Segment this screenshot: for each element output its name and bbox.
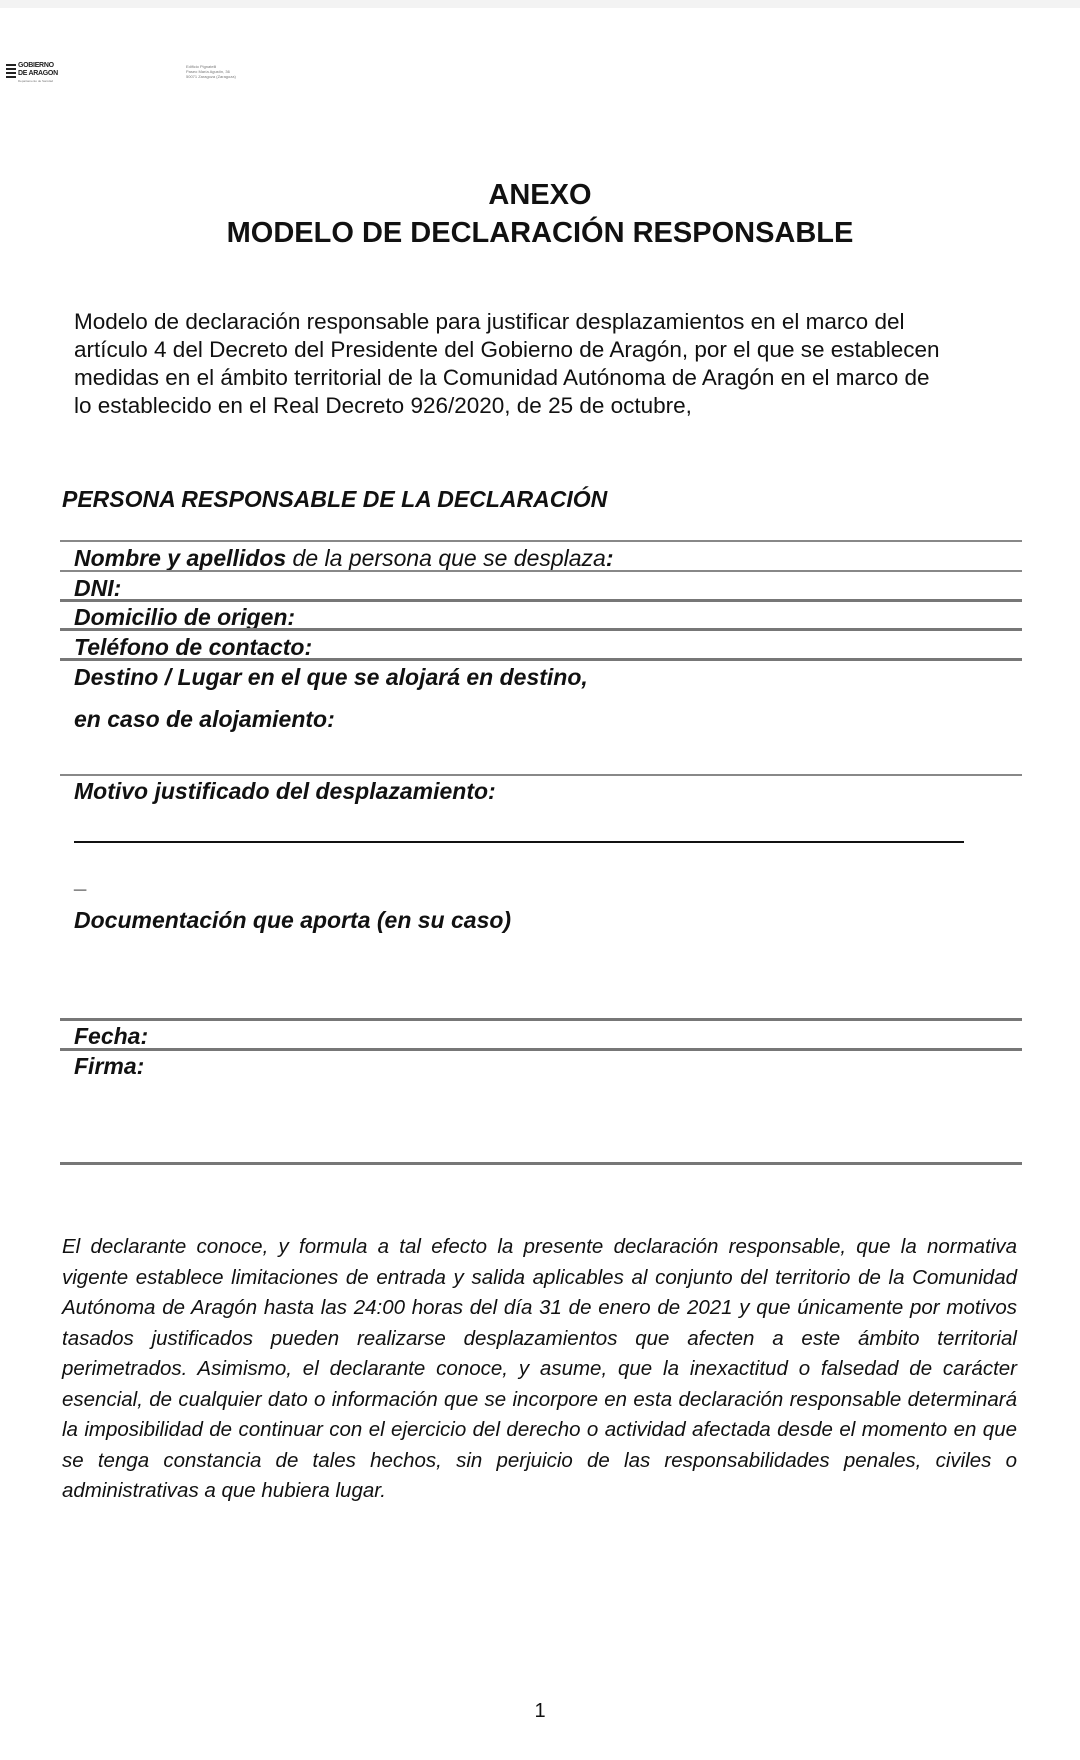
field-firma[interactable]: Firma: <box>74 1053 145 1079</box>
logo-stripes-icon <box>6 64 16 80</box>
section-title: PERSONA RESPONSABLE DE LA DECLARACIÓN <box>62 486 608 512</box>
intro-paragraph <box>74 308 1040 420</box>
form-divider <box>60 599 1022 602</box>
field-name[interactable] <box>74 545 614 572</box>
top-band <box>0 0 1080 8</box>
address-line: Edificio Pignatelli <box>186 64 217 69</box>
form-divider <box>60 570 1022 572</box>
header-address <box>186 64 236 79</box>
intro-line: artículo 4 del Decreto del Presidente del Gobierno de Aragón, por el que se establecen <box>74 337 940 362</box>
motivo-dash: _ <box>74 868 87 893</box>
intro-line: medidas en el ámbito territorial de la Comunidad Autónoma de Aragón en el marco de <box>74 365 930 390</box>
form-divider <box>60 628 1022 631</box>
form-divider <box>60 540 1022 542</box>
field-destino[interactable]: Destino / Lugar en el que se alojará en destino, <box>74 664 588 690</box>
field-dni[interactable]: DNI: <box>74 575 122 601</box>
field-motivo[interactable]: Motivo justificado del desplazamiento: <box>74 778 496 804</box>
field-name-label: Nombre y apellidos <box>74 545 287 571</box>
gobierno-aragon-logo <box>6 62 68 84</box>
form-divider <box>60 1018 1022 1021</box>
document-title-annex: ANEXO <box>488 179 592 211</box>
field-telefono[interactable]: Teléfono de contacto: <box>74 634 313 660</box>
field-destino-cont: en caso de alojamiento: <box>74 706 335 732</box>
field-documentacion[interactable]: Documentación que aporta (en su caso) <box>74 907 512 933</box>
field-domicilio[interactable]: Domicilio de origen: <box>74 604 296 630</box>
form-divider <box>60 774 1022 776</box>
field-fecha[interactable]: Fecha: <box>74 1023 149 1049</box>
motivo-answer-line[interactable] <box>74 841 964 843</box>
field-name-label-rest: de la persona que se desplaza <box>286 545 606 571</box>
field-name-colon: : <box>605 545 614 571</box>
declaration-note: El declarante conoce, y formula a tal efecto la presente declaración responsable, que la normativa vigente establece limitaciones de entrada y salida aplicables al conjunto del territorio de la Comunidad Autónoma de Aragón hasta las 24:00 horas del día 31 de enero de 2021 y que únicamente por motivos tasados justificados pueden realizarse desplazamientos que afecten a este ámbito territorial perimetrados. Asimismo, el declarante conoce, y asume, que la inexactitud o falsedad de carácter esencial, de cualquier dato o información que se incorpore en esta declaración responsable determinará la imposibilidad de continuar con el ejercicio del derecho o actividad afectada desde el momento en que se tenga constancia de tales hechos, sin perjuicio de las responsabilidades penales, civiles o administrativas a que hubiera lugar. <box>62 1235 1017 1502</box>
address-line: Paseo María Agustín, 36 <box>186 69 230 74</box>
logo-text: GOBIERNO DE ARAGON <box>18 62 58 77</box>
form-divider <box>60 658 1022 661</box>
signature-line <box>60 1162 1022 1165</box>
logo-subtext: Departamento de Sanidad <box>18 79 54 83</box>
document-title: MODELO DE DECLARACIÓN RESPONSABLE <box>226 217 854 249</box>
page-number: 1 <box>534 1700 546 1722</box>
form-divider <box>60 1048 1022 1051</box>
address-line: 50071 Zaragoza (Zaragoza) <box>186 74 236 79</box>
intro-line: lo establecido en el Real Decreto 926/2020, de 25 de octubre, <box>74 393 692 418</box>
intro-line: Modelo de declaración responsable para justificar desplazamientos en el marco del <box>74 309 905 334</box>
